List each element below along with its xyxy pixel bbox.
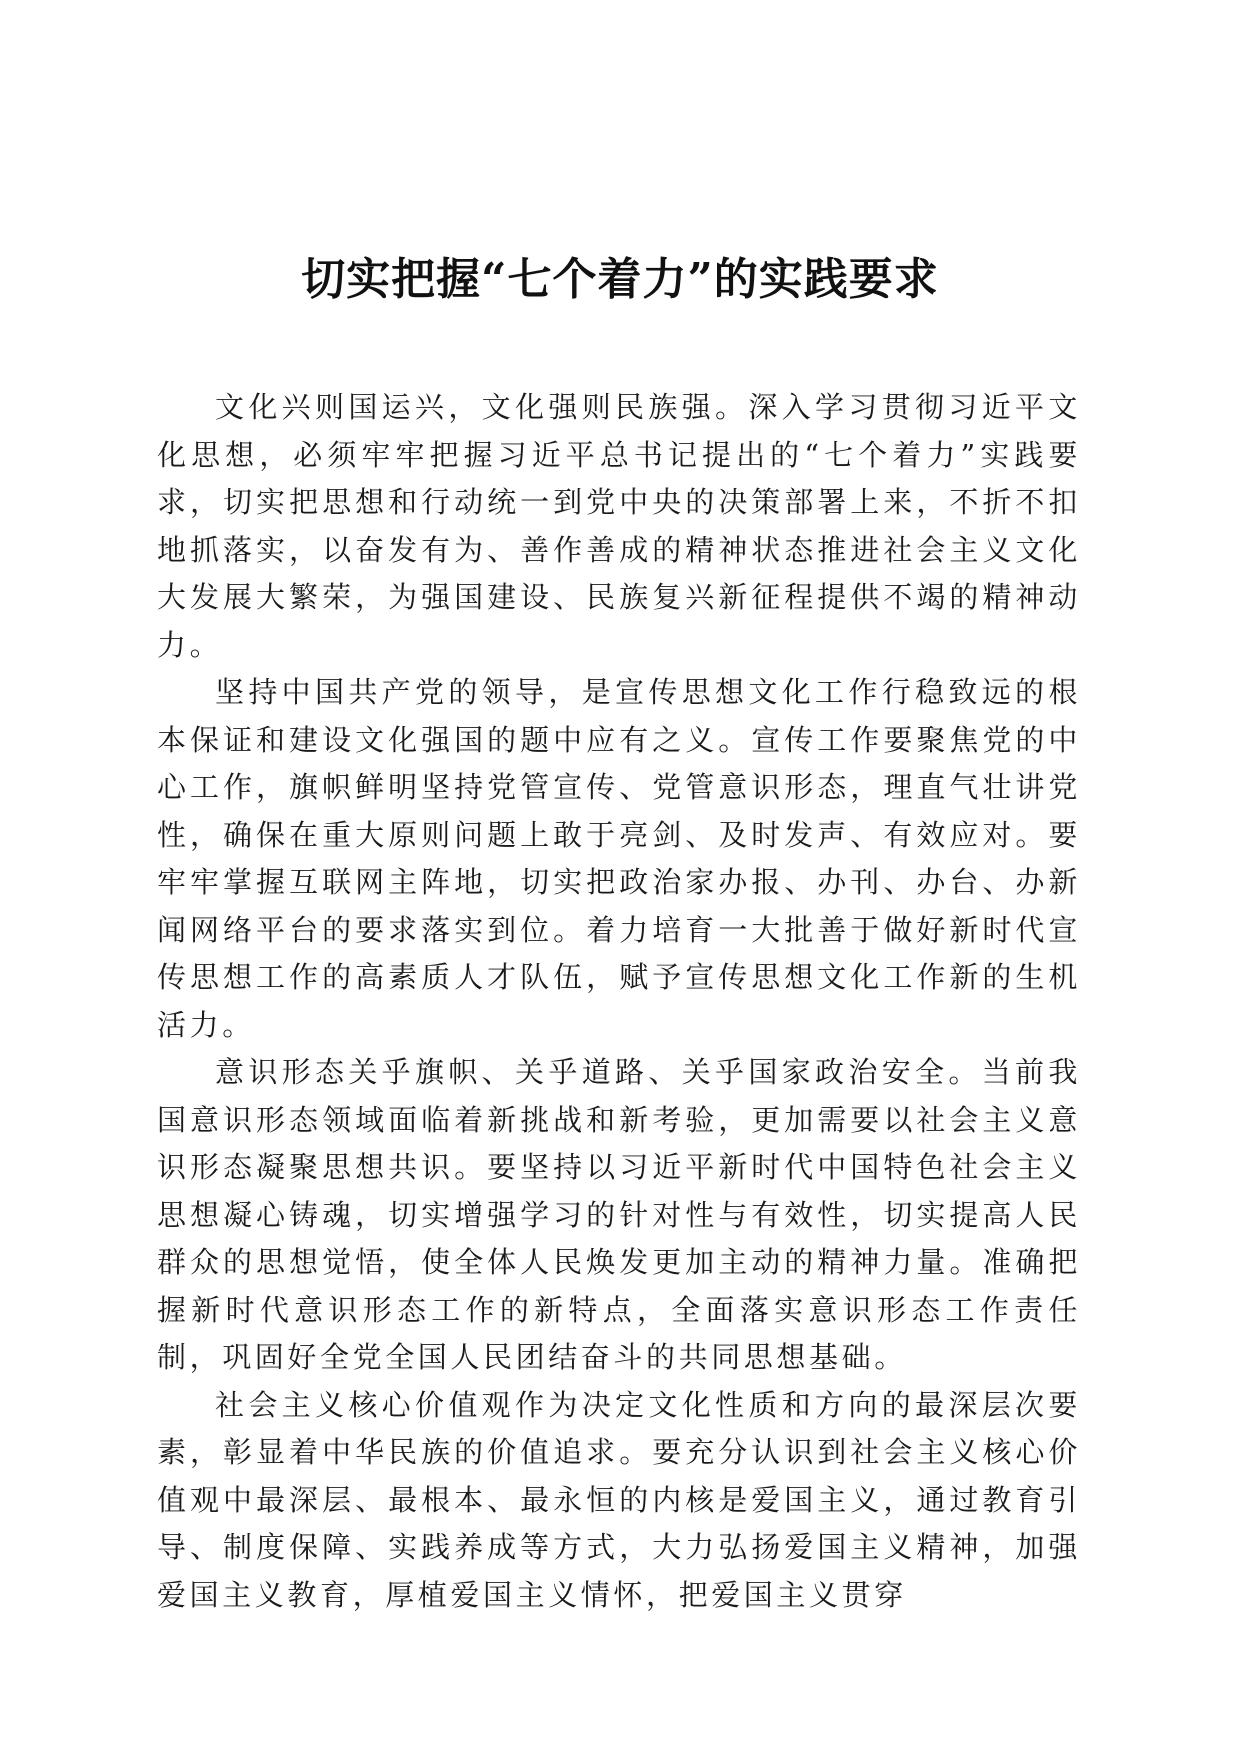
paragraph: 社会主义核心价值观作为决定文化性质和方向的最深层次要素，彰显着中华民族的价值追求。要充分认识到社会主义核心价值观中最深层、最根本、最永恒的内核是爱国主义，通过教育引导、制度保障、实践养成等方式，大力弘扬爱国主义精神，加强爱国主义教育，厚植爱国主义情怀，把爱国主义贯穿 <box>157 1387 1081 1612</box>
paragraph: 意识形态关乎旗帜、关乎道路、关乎国家政治安全。当前我国意识形态领域面临着新挑战和新考验，更加需要以社会主义意识形态凝聚思想共识。要坚持以习近平新时代中国特色社会主义思想凝心铸魂，切实增强学习的针对性与有效性，切实提高人民群众的思想觉悟，使全体人民焕发更加主动的精神力量。准确把握新时代意识形态工作的新特点，全面落实意识形态工作责任制，巩固好全党全国人民团结奋斗的共同思想基础。 <box>157 1055 1081 1374</box>
paragraph: 坚持中国共产党的领导，是宣传思想文化工作行稳致远的根本保证和建设文化强国的题中应有之义。宣传工作要聚焦党的中心工作，旗帜鲜明坚持党管宣传、党管意识形态，理直气壮讲党性，确保在重大原则问题上敢于亮剑、及时发声、有效应对。要牢牢掌握互联网主阵地，切实把政治家办报、办刊、办台、办新闻网络平台的要求落实到位。着力培育一大批善于做好新时代宣传思想工作的高素质人才队伍，赋予宣传思想文化工作新的生机活力。 <box>157 675 1081 1042</box>
paragraph: 文化兴则国运兴，文化强则民族强。深入学习贯彻习近平文化思想，必须牢牢把握习近平总书记提出的“七个着力”实践要求，切实把思想和行动统一到党中央的决策部署上来，不折不扣地抓落实，以奋发有为、善作善成的精神状态推进社会主义文化大发展大繁荣，为强国建设、民族复兴新征程提供不竭的精神动力。 <box>157 390 1081 662</box>
document-body <box>157 384 1081 1619</box>
document-title: 切实把握“七个着力”的实践要求 <box>301 254 939 305</box>
